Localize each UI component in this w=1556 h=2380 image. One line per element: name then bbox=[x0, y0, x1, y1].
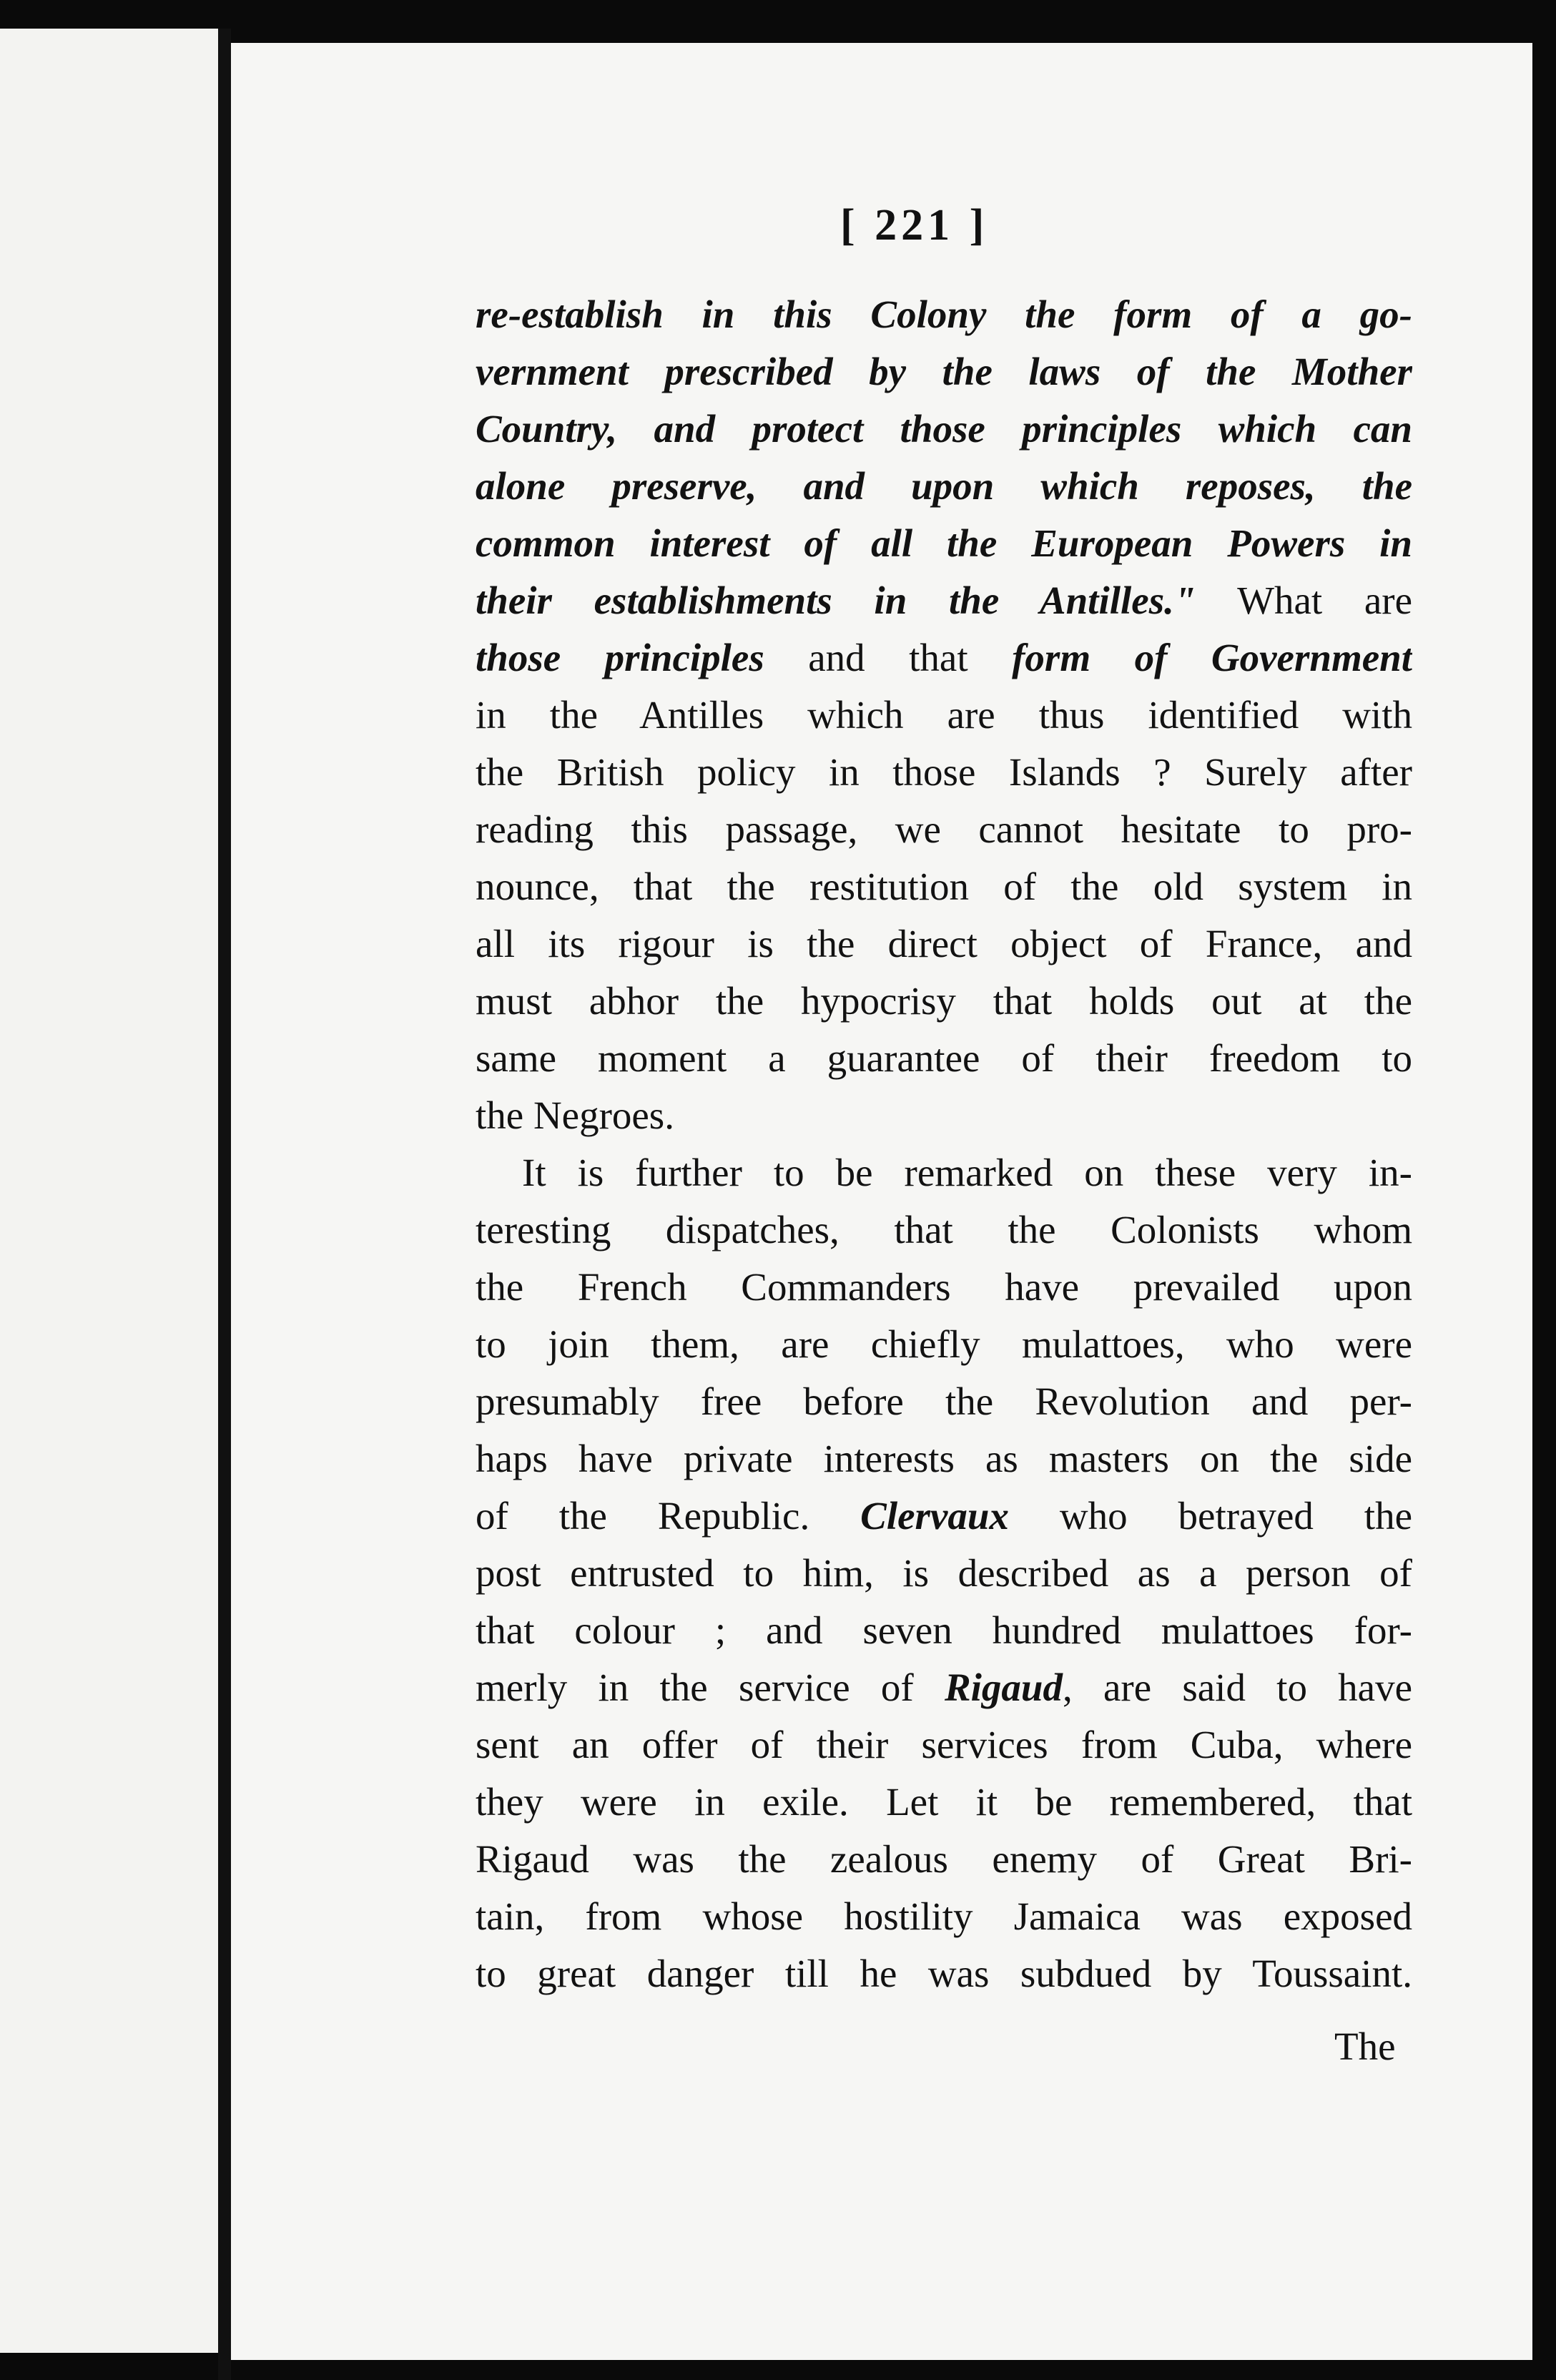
italic-text: alone preserve, and upon which reposes, the bbox=[476, 464, 1412, 508]
italic-text: common interest of all the European Powers in bbox=[476, 521, 1412, 565]
text-run: all its rigour is the direct object of France, and bbox=[476, 922, 1412, 965]
book-gutter bbox=[218, 29, 231, 2380]
text-run: in the Antilles which are thus identified with bbox=[476, 693, 1412, 737]
text-run: same moment a guarantee of their freedom to bbox=[476, 1036, 1412, 1080]
italic-text: form of Government bbox=[1012, 636, 1412, 679]
italic-text: Country, and protect those principles which can bbox=[476, 407, 1412, 451]
text-run: to great danger till he was subdued by Toussaint. bbox=[476, 1952, 1412, 1995]
text-line bbox=[476, 1201, 1412, 1259]
text-line bbox=[476, 1602, 1412, 1659]
text-line bbox=[476, 1030, 1412, 1087]
text-run: of the Republic. bbox=[476, 1494, 861, 1538]
text-run: merly in the service of bbox=[476, 1666, 945, 1709]
italic-text: re-establish in this Colony the form of a go- bbox=[476, 292, 1412, 336]
page-number: [ 221 ] bbox=[840, 201, 989, 250]
italic-text: their establishments in the Antilles." bbox=[476, 579, 1196, 622]
text-run: It is further to be remarked on these very in- bbox=[522, 1151, 1412, 1194]
text-run: tain, from whose hostility Jamaica was exposed bbox=[476, 1894, 1412, 1938]
text-line bbox=[476, 572, 1412, 629]
text-line bbox=[476, 1831, 1412, 1888]
text-line bbox=[476, 1430, 1412, 1488]
italic-text: vernment prescribed by the laws of the Mother bbox=[476, 350, 1412, 393]
text-run: teresting dispatches, that the Colonists whom bbox=[476, 1208, 1412, 1252]
italic-text: Rigaud bbox=[944, 1666, 1063, 1709]
text-line bbox=[476, 1945, 1412, 2002]
text-line bbox=[476, 286, 1412, 343]
text-line bbox=[476, 687, 1412, 744]
text-line bbox=[476, 1259, 1412, 1316]
text-line bbox=[476, 1316, 1412, 1373]
text-line bbox=[476, 1716, 1412, 1774]
text-run: haps have private interests as masters on the side bbox=[476, 1437, 1412, 1480]
text-line bbox=[476, 343, 1412, 400]
body-text bbox=[476, 286, 1412, 2002]
text-run: reading this passage, we cannot hesitate to pro- bbox=[476, 807, 1412, 851]
text-run: post entrusted to him, is described as a person of bbox=[476, 1551, 1412, 1595]
italic-text: those principles bbox=[476, 636, 764, 679]
text-line bbox=[476, 1774, 1412, 1831]
text-run: who betrayed the bbox=[1008, 1494, 1412, 1538]
text-run: to join them, are chiefly mulattoes, who were bbox=[476, 1322, 1412, 1366]
text-line bbox=[476, 858, 1412, 915]
catchword: The bbox=[1334, 2025, 1396, 2068]
text-run: and that bbox=[764, 636, 1013, 679]
text-line bbox=[476, 458, 1412, 515]
text-line bbox=[476, 1087, 1412, 1144]
text-run: the Negroes. bbox=[476, 1093, 674, 1137]
text-line bbox=[476, 973, 1412, 1030]
text-run: presumably free before the Revolution and per- bbox=[476, 1380, 1412, 1423]
text-line bbox=[476, 801, 1412, 858]
text-run: , are said to have bbox=[1063, 1666, 1412, 1709]
text-run: sent an offer of their services from Cuba, where bbox=[476, 1723, 1412, 1766]
italic-text: Clervaux bbox=[860, 1494, 1009, 1538]
text-line bbox=[476, 744, 1412, 801]
text-line bbox=[476, 1373, 1412, 1430]
text-run: must abhor the hypocrisy that holds out at the bbox=[476, 979, 1412, 1023]
text-line bbox=[476, 915, 1412, 973]
text-line bbox=[476, 1888, 1412, 1945]
text-line bbox=[476, 515, 1412, 572]
text-run: they were in exile. Let it be remembered, that bbox=[476, 1780, 1412, 1824]
text-run: nounce, that the restitution of the old system in bbox=[476, 865, 1412, 908]
text-line bbox=[476, 1659, 1412, 1716]
text-run: that colour ; and seven hundred mulattoes for- bbox=[476, 1608, 1412, 1652]
facing-page-edge bbox=[0, 29, 218, 2353]
text-line bbox=[476, 629, 1412, 687]
text-run: What are bbox=[1196, 579, 1412, 622]
text-run: the French Commanders have prevailed upon bbox=[476, 1265, 1412, 1309]
text-line bbox=[476, 400, 1412, 458]
scan-border bbox=[1532, 64, 1556, 2380]
text-line bbox=[476, 1488, 1412, 1545]
text-run: the British policy in those Islands ? Surely after bbox=[476, 750, 1412, 794]
text-line bbox=[476, 1144, 1412, 1201]
text-line bbox=[476, 1545, 1412, 1602]
text-run: Rigaud was the zealous enemy of Great Bri- bbox=[476, 1837, 1412, 1881]
